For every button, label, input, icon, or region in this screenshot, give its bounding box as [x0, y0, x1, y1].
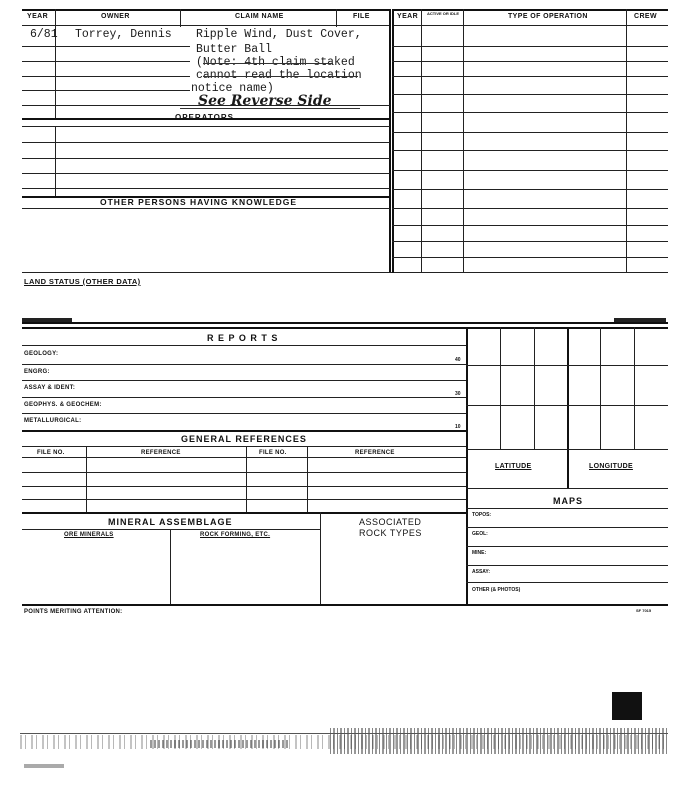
header-owner: OWNER	[101, 13, 130, 20]
report-assay: ASSAY & IDENT:	[24, 385, 76, 391]
entry-note-line-1: (Note: 4th claim staked	[196, 56, 355, 69]
ref-reference-1: REFERENCE	[141, 450, 181, 456]
form-number: SF 7015	[636, 608, 652, 613]
entry-owner: Torrey, Dennis	[75, 28, 172, 41]
maps-other: OTHER (& PHOTOS)	[472, 587, 521, 593]
header-year: YEAR	[27, 13, 49, 20]
ref-file-no-1: FILE NO.	[37, 450, 65, 456]
maps-topos: TOPOS:	[472, 512, 492, 518]
ops-header-year: YEAR	[397, 13, 419, 20]
maps-title: MAPS	[553, 496, 584, 506]
mineral-assemblage-title: MINERAL ASSEMBLAGE	[108, 517, 233, 527]
land-status-label: LAND STATUS (OTHER DATA)	[24, 277, 141, 286]
general-references-title: GENERAL REFERENCES	[181, 434, 307, 444]
entry-claim-line-2: Butter Ball	[196, 43, 272, 56]
points-meriting-label: POINTS MERITING ATTENTION:	[24, 609, 123, 615]
operators-label: OPERATORS	[175, 113, 234, 122]
maps-assay: ASSAY:	[472, 569, 491, 575]
report-engrg: ENGRG:	[24, 369, 50, 375]
handwritten-signature: See Reverse Side	[198, 93, 332, 109]
report-metallurgical: METALLURGICAL:	[24, 418, 82, 424]
entry-note-line-2: cannot read the location	[196, 69, 362, 82]
report-geophys: GEOPHYS. & GEOCHEM:	[24, 402, 102, 408]
ops-header-active-idle: ACTIVE OR IDLE	[427, 11, 460, 16]
longitude-label: LONGITUDE	[589, 463, 633, 470]
report-geology-num: 40	[455, 357, 461, 363]
header-claim-name: CLAIM NAME	[235, 13, 284, 20]
ore-minerals-label: ORE MINERALS	[64, 532, 114, 538]
ops-header-crew: CREW	[634, 13, 657, 20]
rock-forming-label: ROCK FORMING, ETC.	[200, 532, 271, 538]
maps-geol: GEOL:	[472, 531, 488, 537]
latitude-label: LATITUDE	[495, 463, 532, 470]
reports-title: R E P O R T S	[207, 333, 279, 343]
report-geology: GEOLOGY:	[24, 351, 59, 357]
report-assay-num: 30	[455, 391, 461, 397]
header-file: FILE	[353, 13, 370, 20]
entry-claim-line-1: Ripple Wind, Dust Cover,	[196, 28, 362, 41]
associated-label-2: ROCK TYPES	[359, 528, 422, 538]
entry-year: 6/81	[30, 28, 58, 41]
maps-mine: MINE:	[472, 550, 487, 556]
report-metallurgical-num: 10	[455, 424, 461, 430]
other-persons-label: OTHER PERSONS HAVING KNOWLEDGE	[100, 197, 298, 207]
ref-reference-2: REFERENCE	[355, 450, 395, 456]
entry-note-line-3: notice name)	[191, 82, 274, 95]
ref-file-no-2: FILE NO.	[259, 450, 287, 456]
associated-label-1: ASSOCIATED	[359, 517, 422, 527]
ops-header-type: TYPE OF OPERATION	[508, 13, 588, 20]
